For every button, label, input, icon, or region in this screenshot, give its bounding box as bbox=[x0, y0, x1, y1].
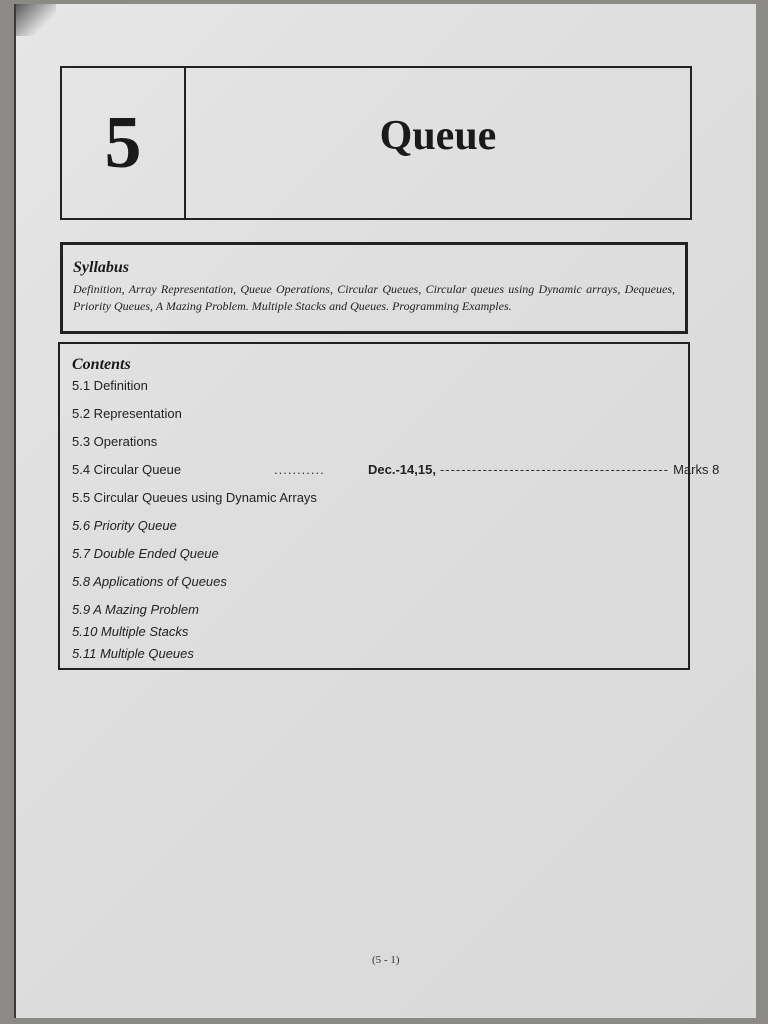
page-number: (5 - 1) bbox=[372, 954, 400, 966]
syllabus-text: Definition, Array Representation, Queue Operations, Circular Queues, Circular queues using Dynamic arrays, Dequeues, Priority Queues, A Mazing Problem. Multiple Stacks and Queues. Programming Examples. bbox=[73, 282, 675, 313]
list-item: 5.6 Priority Queue bbox=[72, 518, 177, 533]
list-item bbox=[72, 462, 720, 490]
list-item: 5.2 Representation bbox=[72, 406, 182, 421]
syllabus-heading: Syllabus bbox=[73, 259, 130, 276]
syllabus-box bbox=[60, 242, 688, 334]
list-item: 5.7 Double Ended Queue bbox=[72, 546, 219, 561]
leader-dots: ........... bbox=[274, 462, 325, 477]
list-item: 5.10 Multiple Stacks bbox=[72, 624, 189, 639]
list-item: 5.11 Multiple Queues bbox=[72, 646, 194, 661]
chapter-number: 5 bbox=[62, 68, 186, 218]
leader-dashes: ------------------------------------------- bbox=[439, 462, 670, 477]
list-item: 5.9 A Mazing Problem bbox=[72, 602, 199, 617]
marks-label: Marks 8 bbox=[673, 462, 720, 477]
contents-item-title: 5.4 Circular Queue bbox=[72, 462, 182, 477]
list-item: 5.1 Definition bbox=[72, 378, 148, 393]
exam-reference: Dec.-14,15, bbox=[368, 462, 436, 477]
page bbox=[14, 4, 756, 1018]
chapter-title: Queue bbox=[379, 113, 497, 159]
page-corner-shadow bbox=[16, 4, 56, 36]
contents-heading: Contents bbox=[72, 356, 131, 373]
contents-box bbox=[58, 342, 720, 670]
list-item: 5.5 Circular Queues using Dynamic Arrays bbox=[72, 490, 317, 505]
list-item: 5.8 Applications of Queues bbox=[72, 574, 227, 589]
list-item: 5.3 Operations bbox=[72, 434, 158, 449]
contents-list bbox=[72, 378, 720, 668]
chapter-header bbox=[60, 66, 692, 220]
